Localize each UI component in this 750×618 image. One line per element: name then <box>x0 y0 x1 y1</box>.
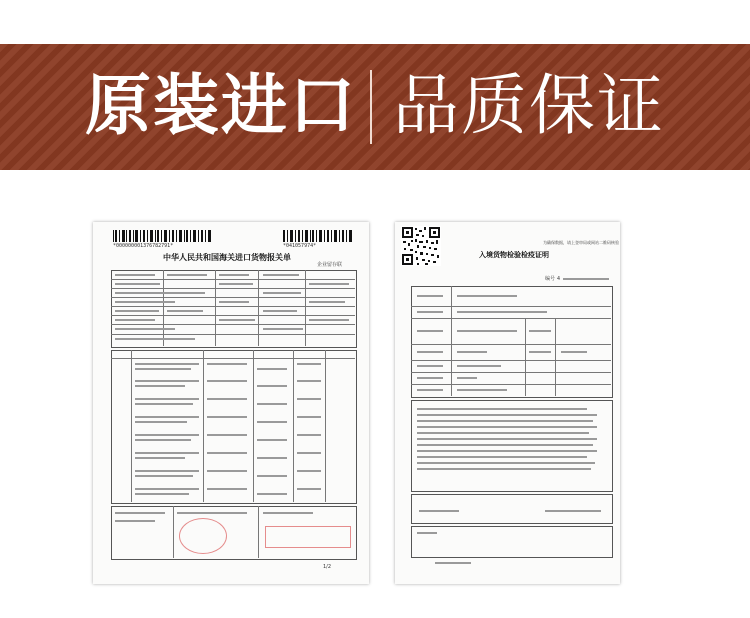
banner-divider <box>370 70 372 144</box>
signature-box <box>411 494 613 524</box>
inspection-certificate-document <box>395 222 620 584</box>
barcode-right-icon <box>283 230 353 244</box>
remarks-box <box>411 526 613 558</box>
certificate-title: 入境货物检验检疫证明 <box>479 251 549 259</box>
header-grid <box>111 270 357 348</box>
qr-code-icon <box>401 226 441 266</box>
top-note: 为确保数据，请上登审局或网站二维码核验 <box>543 240 619 245</box>
corner-note: 企业留存联 <box>317 262 343 268</box>
banner-title-bold: 原装进口 <box>85 67 357 144</box>
serial-right: *041057974* <box>283 243 317 249</box>
banner <box>0 44 750 170</box>
number-label: 编号 <box>545 276 556 282</box>
goods-table <box>111 350 357 504</box>
customs-stamp-icon <box>179 518 227 554</box>
customs-declaration-document <box>93 222 369 584</box>
page-number: 1/2 <box>323 564 332 570</box>
banner-title-light: 品质保证 <box>393 67 665 144</box>
certificate-grid <box>411 286 613 398</box>
company-stamp-icon <box>265 526 351 548</box>
number-value: 4 <box>557 276 561 282</box>
customs-title: 中华人民共和国海关进口货物报关单 <box>163 253 291 262</box>
serial-left: *000000001376782791* <box>113 243 174 249</box>
barcode-left-icon <box>113 230 213 244</box>
